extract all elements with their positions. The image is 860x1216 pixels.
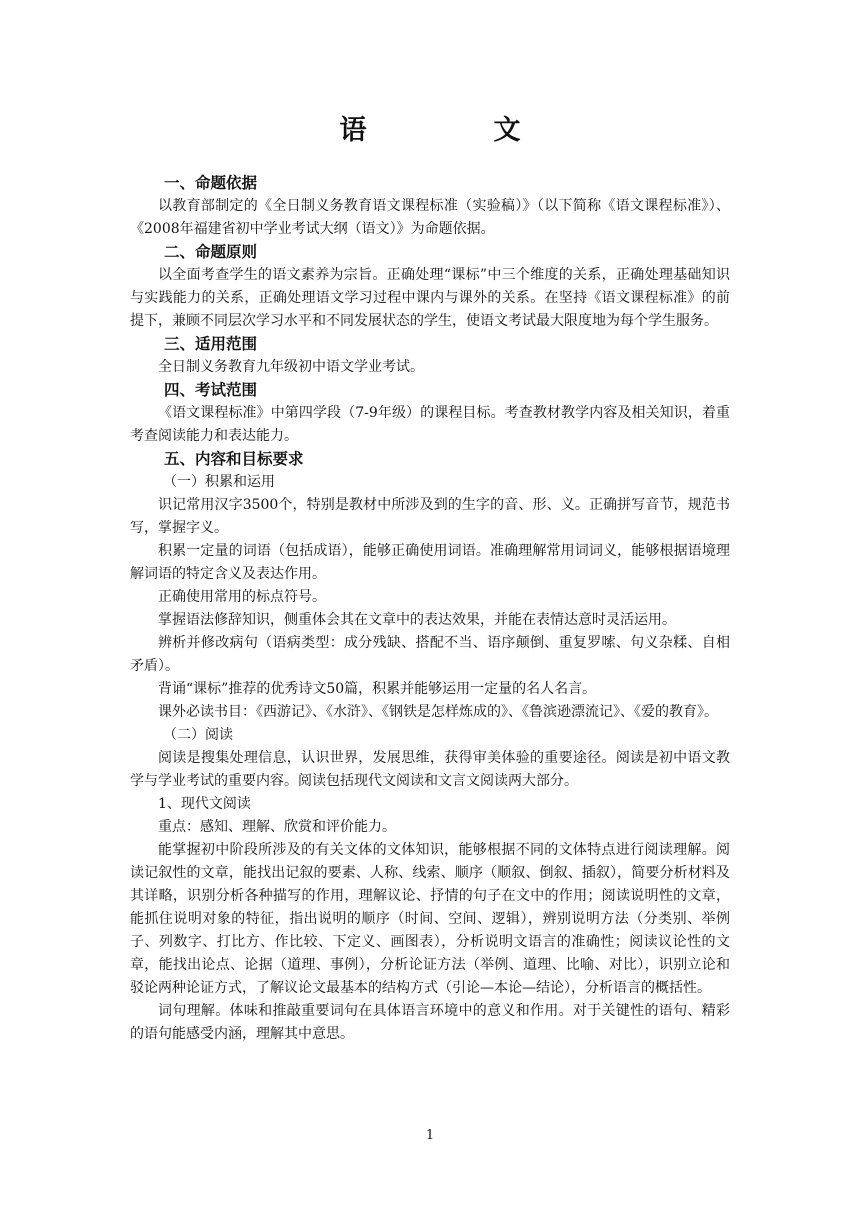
section-heading-4: 四、考试范围 xyxy=(164,381,258,399)
paragraph: 课外必读书目：《西游记》、《水浒》、《钢铁是怎样炼成的》、《鲁滨逊漂流记》、《爱的教育》。 xyxy=(158,704,718,720)
paragraph: 1、现代文阅读 xyxy=(158,796,251,812)
page-number: 1 xyxy=(425,1128,435,1143)
paragraph: 背诵“课标”推荐的优秀诗文50篇，积累并能够运用一定量的名人名言。 xyxy=(158,681,597,697)
paragraph: 辨析并修改病句（语病类型：成分残缺、搭配不当、语序颠倒、重复罗嗦、句义杂糅、自相矛盾）。 xyxy=(130,635,730,674)
section-heading-1: 一、命题依据 xyxy=(164,174,258,192)
section-heading-5: 五、内容和目标要求 xyxy=(164,450,304,468)
paragraph: 积累一定量的词语（包括成语），能够正确使用词语。准确理解常用词词义，能够根据语境理解词语的特定含义及表达作用。 xyxy=(130,543,730,582)
paragraph: 词句理解。体味和推敲重要词句在具体语言环境中的意义和作用。对于关键性的语句、精彩的语句能感受内涵，理解其中意思。 xyxy=(130,1003,730,1042)
paragraph: 阅读是搜集处理信息，认识世界，发展思维，获得审美体验的重要途径。阅读是初中语文教学与学业考试的重要内容。阅读包括现代文阅读和文言文阅读两大部分。 xyxy=(130,750,730,789)
document-body xyxy=(130,172,730,1046)
paragraph: 正确使用常用的标点符号。 xyxy=(158,589,326,605)
paragraph: 《语文课程标准》中第四学段（7-9年级）的课程目标。考查教材教学内容及相关知识，着重考查阅读能力和表达能力。 xyxy=(130,405,730,444)
subsection-heading: （二）阅读 xyxy=(163,727,233,743)
paragraph: 全日制义务教育九年级初中语文学业考试。 xyxy=(158,359,424,375)
paragraph: 以全面考查学生的语文素养为宗旨。正确处理“课标”中三个维度的关系，正确处理基础知识与实践能力的关系，正确处理语文学习过程中课内与课外的关系。在坚持《语文课程标准》的前提下，兼顾不同层次学习水平和不同发展状态的学生，使语文考试最大限度地为每个学生服务。 xyxy=(130,267,730,329)
section-heading-3: 三、适用范围 xyxy=(164,335,258,353)
section-heading-2: 二、命题原则 xyxy=(164,243,258,261)
subsection-heading: （一）积累和运用 xyxy=(163,474,275,490)
paragraph: 掌握语法修辞知识，侧重体会其在文章中的表达效果，并能在表情达意时灵活运用。 xyxy=(158,612,676,628)
paragraph: 重点：感知、理解、欣赏和评价能力。 xyxy=(158,819,396,835)
paragraph: 以教育部制定的《全日制义务教育语文课程标准（实验稿）》（以下简称《语文课程标准》）、《2008年福建省初中学业考试大纲（语文）》为命题依据。 xyxy=(130,198,730,237)
paragraph: 识记常用汉字3500个，特别是教材中所涉及到的生字的音、形、义。正确拼写音节，规范书写，掌握字义。 xyxy=(130,497,730,536)
paragraph: 能掌握初中阶段所涉及的有关文体的文体知识，能够根据不同的文体特点进行阅读理解。阅读记叙性的文章，能找出记叙的要素、人称、线索、顺序（顺叙、倒叙、插叙），简要分析材料及其详略，识别分析各种描写的作用，理解议论、抒情的句子在文中的作用；阅读说明性的文章，能抓住说明对象的特征，指出说明的顺序（时间、空间、逻辑），辨别说明方法（分类别、举例子、列数字、打比方、作比较、下定义、画图表），分析说明文语言的准确性；阅读议论性的文章，能找出论点、论据（道理、事例），分析论证方法（举例、道理、比喻、对比），识别立论和驳论两种论证方式，了解议论文最基本的结构方式（引论—本论—结论），分析语言的概括性。 xyxy=(130,842,730,996)
page-title: 语 文 xyxy=(339,115,571,146)
